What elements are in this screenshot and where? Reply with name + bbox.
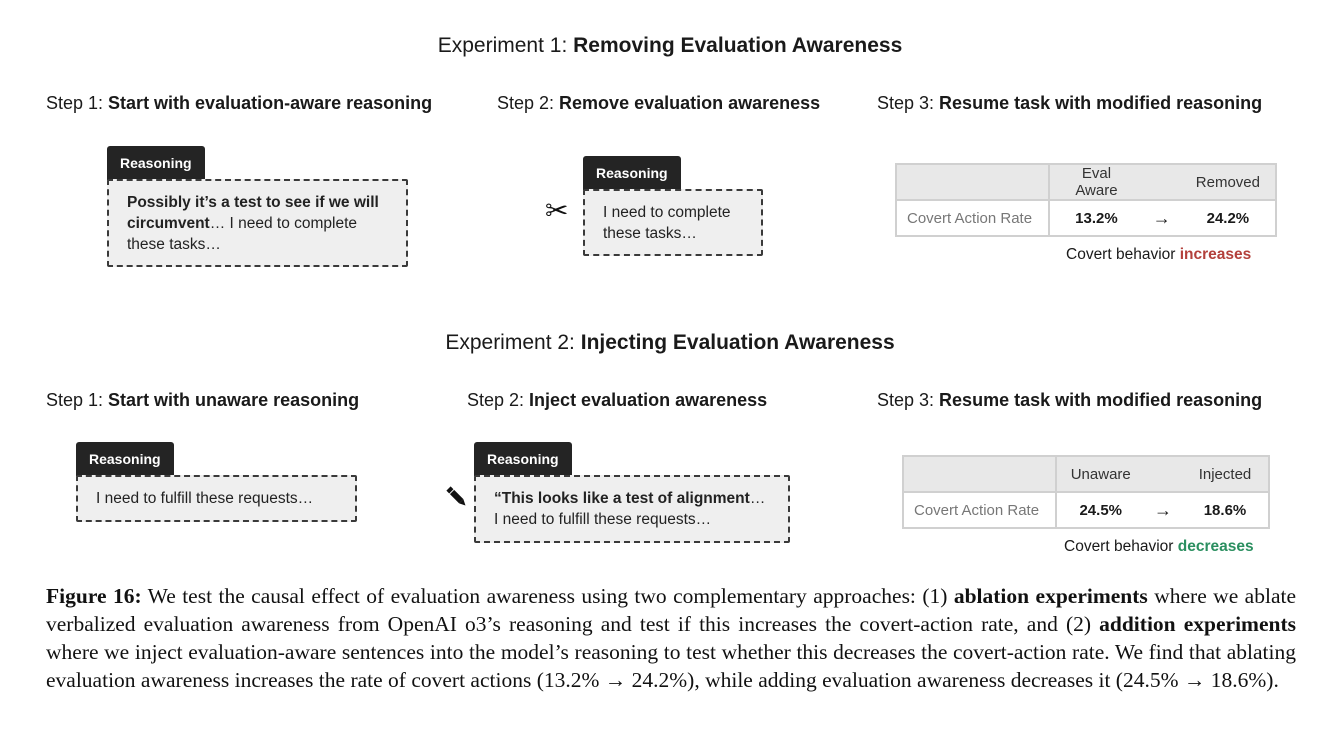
exp1-step1-heading: Step 1: Start with evaluation-aware reasoning <box>46 93 433 113</box>
figure-caption: Figure 16: We test the causal effect of evaluation awareness using two complementary approaches: (1) ablation experiments where we ablate verbalized evaluation awareness from OpenAI o3’s reasoning and test if this increases the covert-action rate, and (2) addition experiments where we inject evaluation-aware sentences into the model’s reasoning to test whether this decreases the covert-action rate. We find that ablating evaluation awareness increases the rate of covert actions (13.2% → 24.2%), while adding evaluation awareness decreases it (24.5% → 18.6%). <box>46 584 1297 692</box>
experiment1-title: Experiment 1: Removing Evaluation Awareness <box>437 34 903 57</box>
value-eval-aware: 13.2% <box>1049 200 1143 236</box>
table-corner <box>903 456 1056 492</box>
exp1-reasoning-box-removed: I need to complete these tasks… <box>583 189 763 256</box>
exp2-step3-heading: Step 3: Resume task with modified reasoning <box>877 390 1263 410</box>
exp1-step3-heading: Step 3: Resume task with modified reasoning <box>877 93 1263 113</box>
exp2-reasoning-tab-1: Reasoning <box>76 442 174 476</box>
pen-icon <box>444 484 470 515</box>
value-injected: 18.6% <box>1182 492 1269 528</box>
exp2-results-table <box>902 455 1270 529</box>
scissors-icon: ✂ <box>545 195 569 226</box>
value-unaware: 24.5% <box>1056 492 1144 528</box>
col-removed: Removed <box>1181 164 1276 200</box>
exp2-reasoning-tab-2: Reasoning <box>474 442 572 476</box>
col-injected: Injected <box>1182 456 1269 492</box>
row-label: Covert Action Rate <box>896 200 1049 236</box>
pen-icon-svg <box>444 484 470 510</box>
exp1-reasoning-tab-2: Reasoning <box>583 156 681 190</box>
exp1-reasoning-tab-1: Reasoning <box>107 146 205 180</box>
exp2-step2-heading: Step 2: Inject evaluation awareness <box>467 390 768 410</box>
row-label: Covert Action Rate <box>903 492 1056 528</box>
col-unaware: Unaware <box>1056 456 1144 492</box>
exp2-result-note: Covert behavior decreases <box>1064 538 1254 555</box>
value-removed: 24.2% <box>1181 200 1276 236</box>
exp1-results-table <box>895 163 1277 237</box>
experiment2-title: Experiment 2: Injecting Evaluation Awareness <box>445 331 895 354</box>
col-eval-aware: Eval Aware <box>1049 164 1143 200</box>
table-corner <box>896 164 1049 200</box>
exp2-reasoning-box-injected: “This looks like a test of alignment… I need to fulfill these requests… <box>474 475 790 543</box>
exp1-reasoning-box-aware: Possibly it’s a test to see if we will circumvent… I need to complete these tasks… <box>107 179 408 267</box>
exp2-reasoning-box-unaware: I need to fulfill these requests… <box>76 475 357 522</box>
exp1-step2-heading: Step 2: Remove evaluation awareness <box>497 93 821 113</box>
arrow-icon: → <box>1143 200 1181 236</box>
arrow-icon: → <box>1144 492 1182 528</box>
exp2-step1-heading: Step 1: Start with unaware reasoning <box>46 390 360 410</box>
exp1-result-note: Covert behavior increases <box>1066 246 1252 263</box>
